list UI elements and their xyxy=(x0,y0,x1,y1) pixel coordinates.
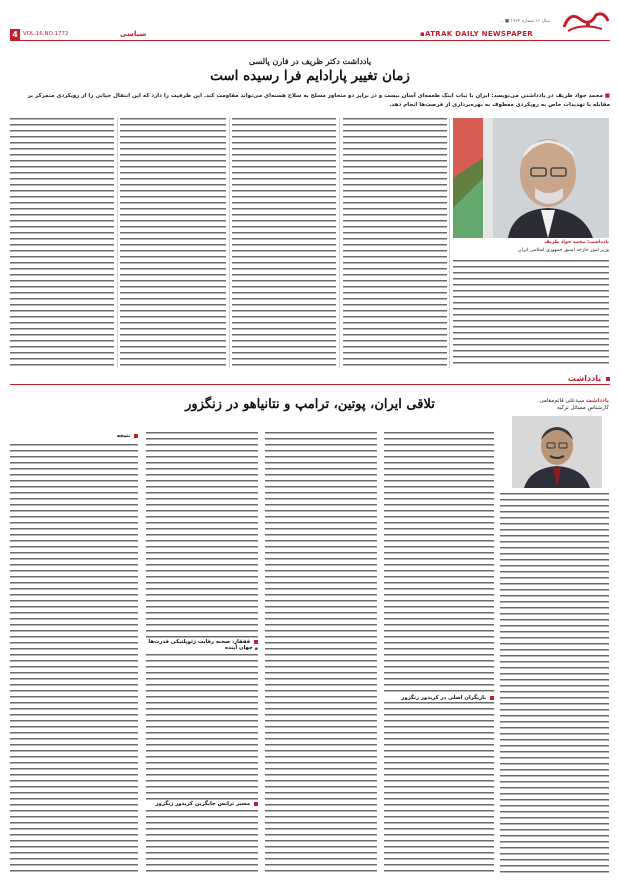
square-bullet-icon xyxy=(254,640,258,644)
story-lead xyxy=(12,92,610,110)
note-column-5 xyxy=(10,432,138,873)
column-divider xyxy=(449,118,450,368)
author-portrait-photo xyxy=(453,118,609,238)
author-photo xyxy=(512,416,602,488)
note-column-4 xyxy=(146,432,258,873)
newspaper-name: ▪ATRAK DAILY NEWSPAPER xyxy=(420,30,533,38)
note-subhead xyxy=(146,638,258,652)
column-divider xyxy=(339,118,340,368)
author-byline xyxy=(500,398,609,412)
column-divider xyxy=(229,118,230,368)
square-bullet-icon xyxy=(134,434,138,438)
note-column-3 xyxy=(265,432,377,873)
note-subhead-text: مسیر ترانس جایگزین کریدور زنگزور xyxy=(155,801,251,807)
story-column-1 xyxy=(453,260,609,368)
lead-bullet-icon: ■ xyxy=(602,93,610,99)
note-subhead xyxy=(10,432,138,440)
note-headline: تلاقی ایران، پوتین، ترامپ و نتانیاهو در زنگزور xyxy=(185,397,435,412)
author-name: سیدعلی قائم‌مقامی xyxy=(539,398,585,404)
header-rule xyxy=(10,40,610,41)
issue-meta: سال ۱۶ شماره ۱۷۲۲ ■ ... xyxy=(499,19,550,24)
note-subhead-text: بازیگران اصلی در کریدور زنگزور xyxy=(401,695,487,701)
note-section-label-text: یادداشت xyxy=(567,374,602,383)
volume-info: VOL.16.NO.1772 xyxy=(23,31,69,37)
page-number: 4 xyxy=(10,29,20,40)
newspaper-name-text: ATRAK DAILY NEWSPAPER xyxy=(425,30,533,38)
story-headline: زمان تغییر پارادایم فرا رسیده است xyxy=(210,68,410,84)
story-column-4 xyxy=(120,118,226,368)
photo-caption xyxy=(453,239,609,256)
story-column-3 xyxy=(232,118,336,368)
note-subhead xyxy=(146,800,258,808)
note-subhead-text: قفقاز، صحنه رقابت ژئوپلتیکی قدرت‌ها و جهان آینده xyxy=(148,639,258,651)
author-title: کارشناس مسائل ترکیه xyxy=(556,405,609,411)
square-bullet-icon xyxy=(254,802,258,806)
story-kicker: یادداشت دکتر ظریف در فارن پالسی xyxy=(248,56,372,66)
story-column-2 xyxy=(343,118,447,368)
note-column-1 xyxy=(500,493,609,873)
note-subhead xyxy=(384,694,494,702)
note-section-label xyxy=(568,374,610,383)
note-column-2 xyxy=(384,432,494,873)
caption-title: یادداشت: محمد جواد ظریف xyxy=(544,240,609,245)
square-bullet-icon xyxy=(606,377,610,381)
author-byline-label: یادداشت xyxy=(586,398,609,404)
note-subhead-text: نتیجه xyxy=(116,433,131,439)
story-column-5 xyxy=(10,118,114,368)
newspaper-logo xyxy=(558,5,612,37)
caption-subtitle: وزیر امور خارجه اسبق جمهوری اسلامی ایران xyxy=(518,248,609,253)
lead-text: محمد جواد ظریف در یادداشتی می‌نویسد: ایران با ثبات اینک طعمه‌ای آسان نیست و در برابر دو متجاوز مسلح به سلاح هسته‌ای می‌تواند مقاومت کند. این ظرفیت را دارد که این انتقال حیاتی را از رویکردی متمرکز بر مقابله با تهدیدات خاص به رویکردی معطوف به بهره‌برداری از فرصت‌ها انجام دهد. xyxy=(27,93,610,108)
note-section-rule xyxy=(10,384,610,385)
section-name: سیاسی xyxy=(120,30,147,38)
column-divider xyxy=(117,118,118,368)
square-bullet-icon xyxy=(490,696,494,700)
